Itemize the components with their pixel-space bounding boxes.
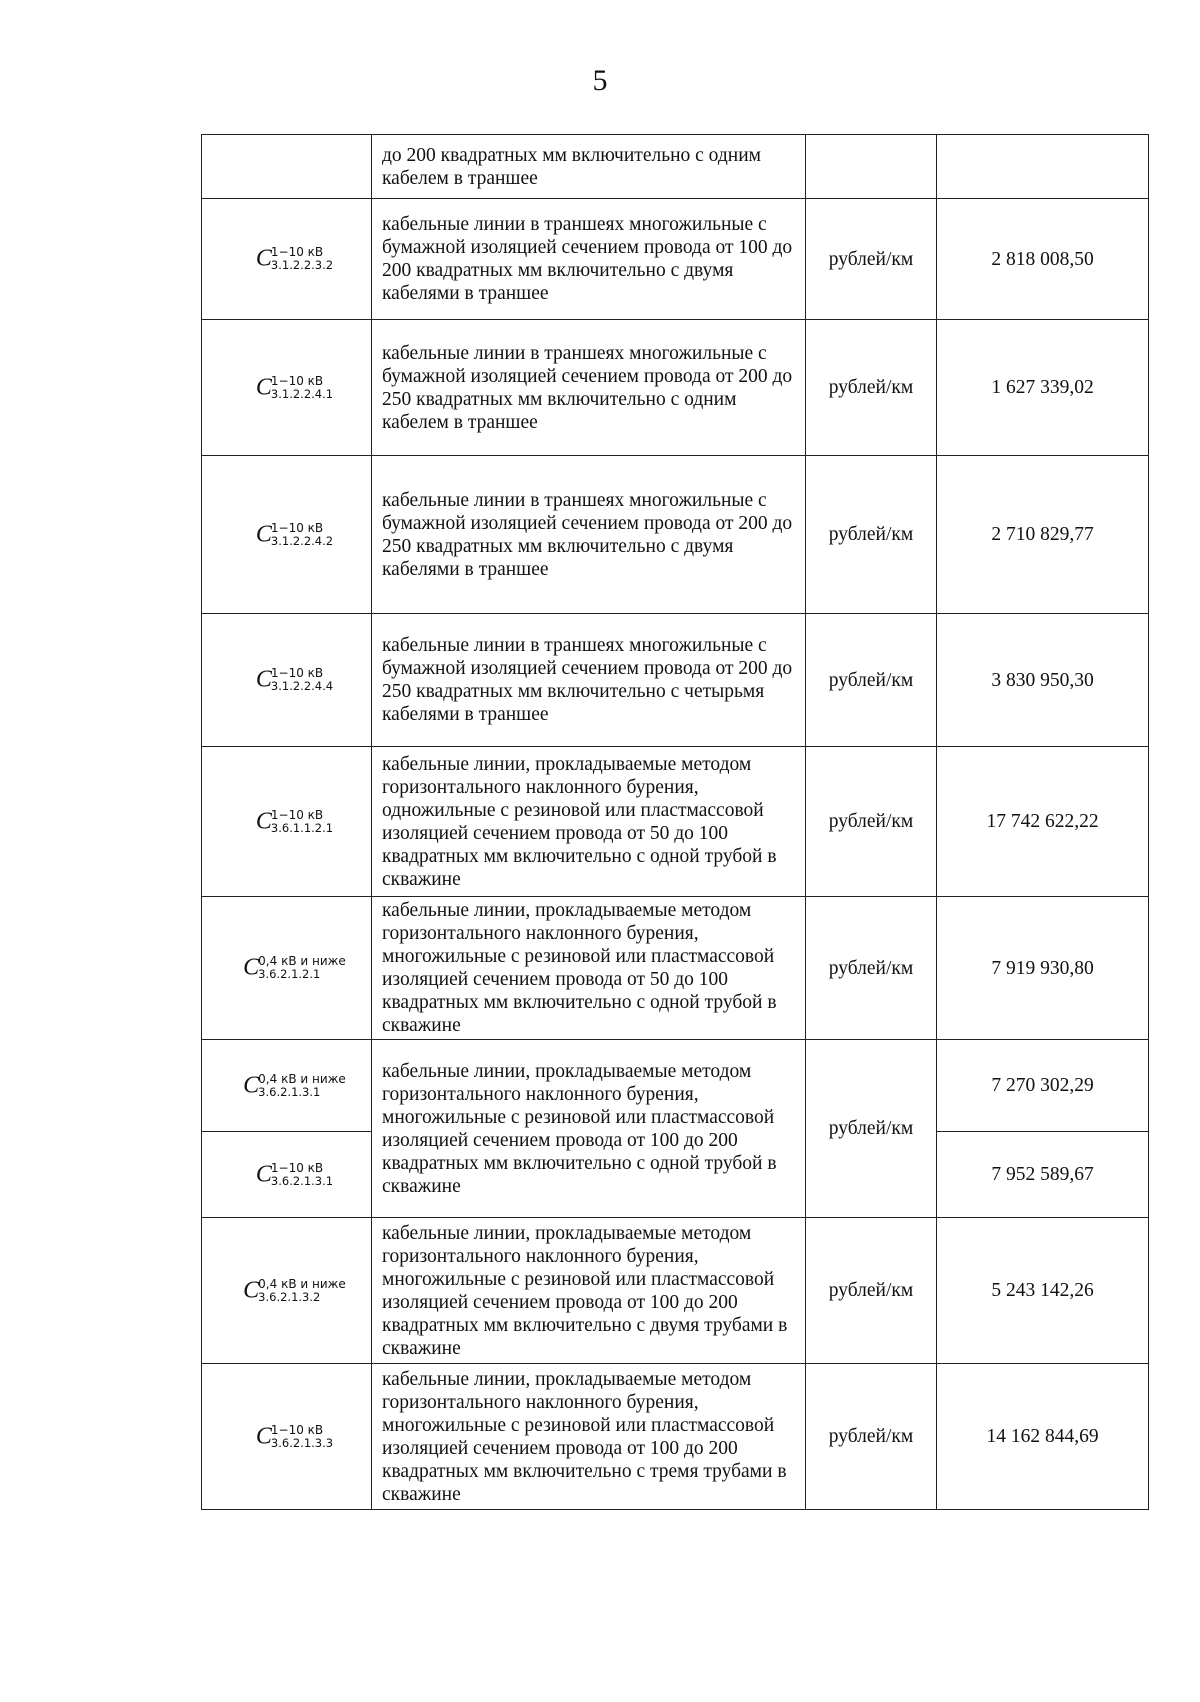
rate-code-voltage: 0,4 кВ и ниже [258, 1276, 346, 1291]
value-cell: 2 710 829,77 [937, 456, 1149, 614]
rate-code-voltage: 1−10 кВ [270, 1160, 324, 1175]
unit-cell: рублей/км [806, 199, 937, 320]
value-cell: 5 243 142,26 [937, 1218, 1149, 1364]
table-row [202, 897, 1149, 1040]
rate-code-voltage: 1−10 кВ [270, 666, 324, 680]
description-cell: кабельные линии, прокладываемые методом горизонтального наклонного бурения, многожильные с резиновой или пластмассовой изоляцией сечением провода от 50 до 100 квадратных мм включительно с одной трубой в скважине [372, 897, 806, 1040]
rate-code-voltage: 1−10 кВ [270, 807, 324, 822]
table-row [202, 456, 1149, 614]
rate-code-cell [202, 320, 372, 456]
rate-code: C 1−10 кВ 3.6.1.1.2.1 [255, 807, 334, 835]
rate-code: C 1−10 кВ 3.1.2.2.4.4 [255, 666, 334, 693]
value-cell: 7 270 302,29 [937, 1040, 1149, 1132]
value-cell: 7 952 589,67 [937, 1132, 1149, 1218]
unit-cell: рублей/км [806, 1040, 937, 1218]
rate-code-index: 3.6.2.1.3.1 [270, 1173, 334, 1188]
rate-code-voltage: 0,4 кВ и ниже [258, 1071, 346, 1086]
rate-code-cell [202, 199, 372, 320]
unit-cell: рублей/км [806, 614, 937, 747]
rate-code-index: 3.6.2.1.3.2 [258, 1289, 321, 1304]
rate-code-cell [202, 747, 372, 897]
rate-code: C 0,4 кВ и ниже 3.6.2.1.3.2 [243, 1276, 346, 1304]
rate-code-voltage: 1−10 кВ [270, 245, 324, 259]
rate-code-cell [202, 614, 372, 747]
description-cell: кабельные линии в траншеях многожильные с бумажной изоляцией сечением провода от 200 до 250 квадратных мм включительно с одним кабелем в траншее [372, 320, 806, 456]
page-number: 5 [592, 64, 608, 97]
rate-code-cell [202, 1218, 372, 1364]
table-row [202, 199, 1149, 320]
rate-code-index: 3.6.2.1.2.1 [258, 967, 321, 981]
value-cell: 3 830 950,30 [937, 614, 1149, 747]
description-cell: кабельные линии в траншеях многожильные с бумажной изоляцией сечением провода от 100 до 200 квадратных мм включительно с двумя кабелями в траншее [372, 199, 806, 320]
rate-code: C 1−10 кВ 3.6.2.1.3.3 [255, 1422, 334, 1450]
value-cell: 7 919 930,80 [937, 897, 1149, 1040]
description-cell: кабельные линии, прокладываемые методом горизонтального наклонного бурения, многожильные с резиновой или пластмассовой изоляцией сечением провода от 100 до 200 квадратных мм включительно с двумя трубами в скважине [372, 1218, 806, 1364]
rate-code-voltage: 0,4 кВ и ниже [258, 954, 346, 968]
rate-code: C 0,4 кВ и ниже 3.6.2.1.2.1 [243, 954, 346, 981]
unit-cell: рублей/км [806, 747, 937, 897]
rate-code-index: 3.1.2.2.4.1 [270, 386, 334, 401]
rate-code-index: 3.1.2.2.4.4 [270, 679, 334, 693]
rate-code: C 1−10 кВ 3.6.2.1.3.1 [255, 1160, 334, 1188]
rate-code-index: 3.6.2.1.3.3 [270, 1435, 334, 1450]
rate-code: C 1−10 кВ 3.1.2.2.4.2 [255, 520, 334, 548]
unit-cell: рублей/км [806, 1218, 937, 1364]
unit-cell: рублей/км [806, 320, 937, 456]
table-row [202, 1040, 1149, 1132]
table-row [202, 747, 1149, 897]
unit-cell: рублей/км [806, 1364, 937, 1510]
rate-code-index: 3.6.1.1.2.1 [270, 820, 334, 835]
rate-code-cell [202, 1040, 372, 1132]
value-cell: 1 627 339,02 [937, 320, 1149, 456]
table-row [202, 1218, 1149, 1364]
description-cell: кабельные линии, прокладываемые методом горизонтального наклонного бурения, многожильные с резиновой или пластмассовой изоляцией сечением провода от 100 до 200 квадратных мм включительно с одной трубой в скважине [372, 1040, 806, 1218]
table-row [202, 614, 1149, 747]
rate-code: C 1−10 кВ 3.1.2.2.4.1 [255, 373, 334, 401]
rate-code: C 1−10 кВ 3.1.2.2.3.2 [255, 245, 334, 272]
unit-cell: рублей/км [806, 456, 937, 614]
rate-code-voltage: 1−10 кВ [270, 373, 324, 388]
description-cell: кабельные линии в траншеях многожильные с бумажной изоляцией сечением провода от 200 до 250 квадратных мм включительно с четырьмя кабелями в траншее [372, 614, 806, 747]
rates-table [201, 134, 1149, 1510]
value-cell: 17 742 622,22 [937, 747, 1149, 897]
description-cell: кабельные линии в траншеях многожильные с бумажной изоляцией сечением провода от 200 до 250 квадратных мм включительно с двумя кабелями в траншее [372, 456, 806, 614]
rate-code-index: 3.1.2.2.4.2 [270, 533, 334, 548]
rate-code-cell [202, 456, 372, 614]
unit-cell: рублей/км [806, 897, 937, 1040]
rate-code-cell [202, 1364, 372, 1510]
rate-code-voltage: 1−10 кВ [270, 1422, 324, 1437]
table-row [202, 1364, 1149, 1510]
value-cell: 2 818 008,50 [937, 199, 1149, 320]
value-cell: 14 162 844,69 [937, 1364, 1149, 1510]
rate-code-cell [202, 897, 372, 1040]
value-cell [937, 135, 1149, 199]
table-row [202, 135, 1149, 199]
rate-code-index: 3.1.2.2.3.2 [270, 258, 334, 272]
description-cell: кабельные линии, прокладываемые методом горизонтального наклонного бурения, многожильные с резиновой или пластмассовой изоляцией сечением провода от 100 до 200 квадратных мм включительно с тремя трубами в скважине [372, 1364, 806, 1510]
rate-code: C 0,4 кВ и ниже 3.6.2.1.3.1 [243, 1071, 346, 1099]
rate-code-index: 3.6.2.1.3.1 [258, 1084, 321, 1099]
table-row [202, 320, 1149, 456]
rate-code-cell [202, 1132, 372, 1218]
description-cell: кабельные линии, прокладываемые методом горизонтального наклонного бурения, одножильные с резиновой или пластмассовой изоляцией сечением провода от 50 до 100 квадратных мм включительно с одной трубой в скважине [372, 747, 806, 897]
rate-code-cell [202, 135, 372, 199]
unit-cell [806, 135, 937, 199]
rate-code-voltage: 1−10 кВ [270, 520, 324, 535]
description-cell: до 200 квадратных мм включительно с одним кабелем в траншее [372, 135, 806, 199]
